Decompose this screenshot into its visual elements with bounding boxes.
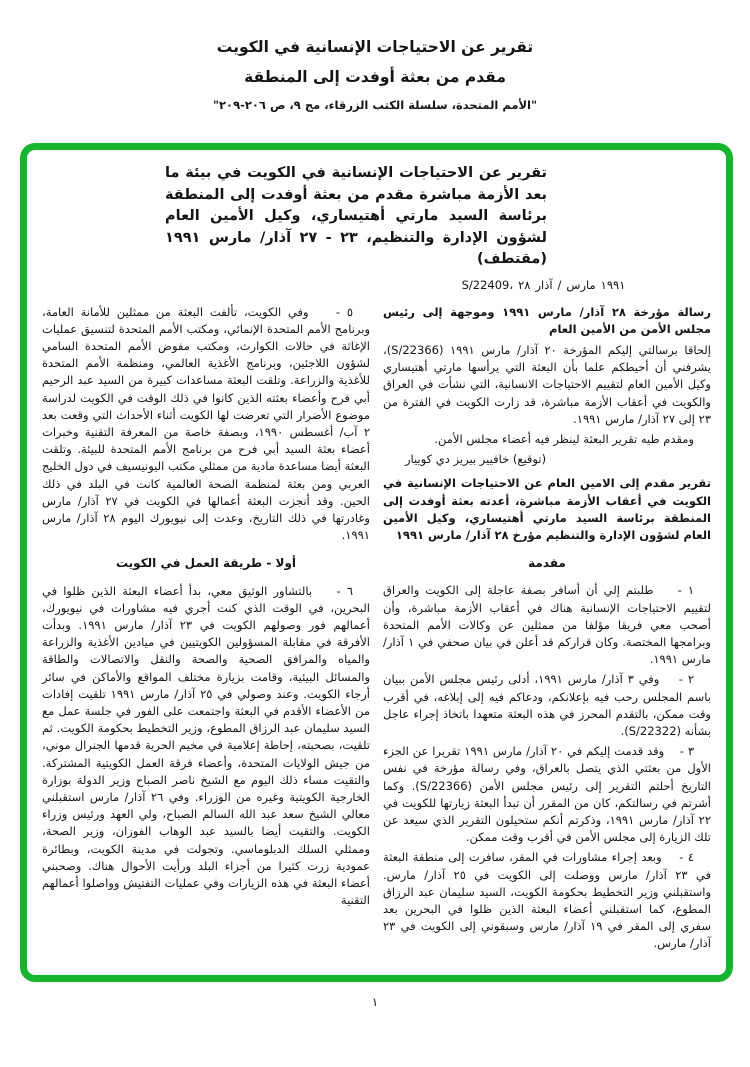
doc-symbol-token: ١٩٩١ <box>600 277 626 292</box>
numbered-paragraph-3: ٣ - وقد قدمت إليكم في ٢٠ آذار/ مارس ١٩٩١ تقريرا عن الجزء الأول من بعثتي الذي يتصل بالعراق، وفي رسالة مؤرخة في نفس التاريخ أحلتم التقرير إلى رئيس مجلس الأمن (S/22366). وكما أشرتم في رسالتكم، كان من المقرر أن تبدأ البعثة زيارتها للكويت في ٢٢ آذار/ مارس ١٩٩١، وذكرتم أنكم ستحيلون التقرير الذي سيعد عن تلك الزيارة إلى مجلس الأمن في أقرب وقت ممكن. <box>383 744 711 845</box>
letter-heading: رسالة مؤرخة ٢٨ آذار/ مارس ١٩٩١ وموجهة إلى رئيس مجلس الأمن من الأمين العام <box>383 304 711 336</box>
document-header <box>0 38 750 112</box>
numbered-paragraph-5: ٥ - وفي الكويت، تألفت البعثة من ممثلين للأمانة العامة، وبرنامج الأمم المتحدة الإنمائي، ومكتب الأمم المتحدة لتنسيق عمليات الإغاثة في حالات الكوارث، ومكتب مفوض الأمم المتحدة السامي لشؤون اللاجئين، وبرنامج الأغذية العالمي، ومنظمة الأمم المتحدة للأغذية والزراعة. وتلقت البعثة مساعدات كبيرة من السيد عبد الرحيم أبي فرح وأعضاء بعثته الذين كانوا في ذلك الوقت في الكويت لدراسة موضوع الأضرار التي تعرضت لها الكويت أثناء الأحداث التي وقعت بعد ٢ آب/ أغسطس ١٩٩٠، وبصفة خاصة من المعرفة التقنية وخبرات أعضاء بعثة السيد أبي فرح من برنامج الأمم المتحدة للبيئة. وتلقت البعثة أيضا مساعدة مادية من ممثلي مكتب اليونيسيف في دول الخليج العربي ومن بعثة لمنظمة الصحة العالمية كانت في البلد في ذلك الحين. وقد أنجزت البعثة أعمالها في الكويت في ٢٧ آذار/ مارس وغادرتها في ذلك التاريخ، وعدت إلى نيويورك اليوم ٢٨ آذار/ مارس ١٩٩١. <box>42 304 371 543</box>
column-right <box>383 304 711 956</box>
section-heading-method: أولا - طريقة العمل في الكويت <box>115 556 297 571</box>
report-subtitle: تقرير مقدم إلى الامين العام عن الاحتياجات الإنسانية في الكويت في أعقاب الأزمة مباشرة، أعدته بعثة أوفدت إلى المنطقة برئاسة السيد مارتي أهتيساري، وكيل الأمين العام لشؤون الإدارة والتنظيم مؤرخ ٢٨ آذار/ مارس ١٩٩١ <box>383 476 711 542</box>
column-left <box>42 304 370 956</box>
doc-source-line: "الأمم المتحدة، سلسلة الكتب الزرقاء، مج ٩، ص ٢٠٦-٢٠٩" <box>213 98 537 112</box>
numbered-paragraph-2: ٢ - وفي ٣ آذار/ مارس ١٩٩١، أدلى رئيس مجلس الأمن ببيان باسم المجلس رحب فيه بإعلانكم، ودعاكم فيه إلى إبلاغه، في أقرب وقت ممكن، بالتقدم المحرز في هذه البعثة متعهدا باتخاذ إجراء عاجل بشأنه (S/22322). <box>383 672 711 738</box>
signature-line: (توقيع) خافيير بيريز دي كوييار <box>405 452 547 467</box>
doc-symbol-line <box>376 278 711 292</box>
numbered-paragraph-1: ١ - طلبتم إلي أن أسافر بصفة عاجلة إلى الكويت والعراق لتقييم الاحتياجات الإنسانية هناك في أعقاب الأزمة مباشرة، وأن أصحب معي فريقا مؤلفا من ممثلين عن وكالات الأمم المتحدة وبرامجها المختصة. وكان قراركم قد أعلن في بيان صحفي في ١ آذار/ مارس ١٩٩١. <box>383 583 711 667</box>
doc-symbol-token: مارس <box>566 277 596 292</box>
two-column-body <box>42 304 711 956</box>
doc-symbol-token: آذار <box>535 277 553 292</box>
doc-symbol-token: S/22409، <box>461 277 514 292</box>
letter-paragraph: إلحاقا برسالتي إليكم المؤرخة ٢٠ آذار/ مارس ١٩٩١ (S/22366)، يشرفني أن أحيطكم علما بأن البعثة التي يرأسها مارتي أهتيساري وكيل الأمين العام لتقييم الاحتياجات الانسانية، التي نشأت في العراق والكويت في أعقاب الأزمة مباشرة، قد زارت الكويت في الفترة من ٢٣ إلى ٢٧ آذار/ مارس ١٩٩١. <box>383 342 711 426</box>
report-green-box <box>20 143 733 982</box>
numbered-paragraph-4: ٤ - وبعد إجراء مشاورات في المقر، سافرت إلى منطقة البعثة في ٢٣ آذار/ مارس ووصلت إلى الكويت في ٢٥ آذار/ مارس. واستقبلني وزير التخطيط بحكومة الكويت، السيد سليمان عبد الرزاق المطوع، كما استقبلني أعضاء البعثة الذين ظلوا في البحرين بعد سفري إلى المقر في ١٩ آذار/ مارس وسبقوني إلى الكويت في ٢٣ آذار/ مارس. <box>383 850 711 951</box>
numbered-paragraph-6: ٦ - بالتشاور الوثيق معي، بدأ أعضاء البعثة الذين ظلوا في البحرين، في الوقت الذي كنت أجري فيه مشاورات في نيويورك، أعمالهم فور وصولهم الكويت في ٢٣ آذار/ مارس ١٩٩١. وبدأت الأفرقة في مقابلة المسؤولين الكويتيين في ميادين الأغذية والزراعة والمياه والمرافق الصحية والصحة والنقل والاتصالات والطاقة والمسائل البيئية، وقامت بزيارة مختلف المواقع والأماكن في سائر أرجاء الكويت. وعند وصولي في ٢٥ آذار/ مارس ١٩٩١ تلقيت إفادات من الأعضاء الأقدم في البعثة واجتمعت على الفور في جلسة عمل مع السيد سليمان عبد الرزاق المطوع، وزير التخطيط بحكومة الكويت. ثم تلقيت، بصحبته، إحاطة إعلامية في مخيم الحرية قدمها الجنرال موني، من جيش الولايات المتحدة، وأعضاء فرقة العمل الكويتية المشتركة. والتقيت مساء ذلك اليوم مع الشيخ ناصر الصباح وزير الدولة بوزارة الخارجية الكويتية وغيره من الوزراء. وفي ٢٦ آذار/ مارس استقبلني معالي الشيخ سعد عبد الله السالم الصباح، ولي العهد ورئيس وزراء الكويت. والتقيت أيضا بالسيد عبد الوهاب الفوزان، وزير الصحة، وممثلي السلك الدبلوماسي. وتجولت في مدينة الكويت، وبطائرة عمودية زرت كثيرا من أجزاء البلد ورأيت الأحوال هناك. وصحبني أعضاء البعثة في هذه الزيارات وفي عمليات التفتيش وواصلوا أعمالهم التقنية <box>42 583 370 908</box>
doc-symbol-token: ٢٨ <box>518 277 531 292</box>
letter-paragraph: ومقدم طيه تقرير البعثة لينظر فيه أعضاء مجلس الأمن. <box>434 431 694 446</box>
report-box-title: تقرير عن الاحتياجات الإنسانية في الكويت في بيئة ما بعد الأزمة مباشرة مقدم من بعثة أوفدت إلى المنطقة برئاسة السيد مارتي أهتيساري، وكيل الأمين العام لشؤون الإدارة والتنظيم، ٢٣ - ٢٧ آذار/ مارس ١٩٩١ (مقتطف) <box>165 165 547 267</box>
section-heading-introduction: مقدمة <box>528 556 566 571</box>
page-number: ١ <box>371 995 379 1009</box>
doc-title-line-1: تقرير عن الاحتياجات الإنسانية في الكويت <box>216 38 534 56</box>
doc-symbol-token: / <box>557 277 562 292</box>
doc-title-line-2: مقدم من بعثة أوفدت إلى المنطقة <box>244 68 506 86</box>
